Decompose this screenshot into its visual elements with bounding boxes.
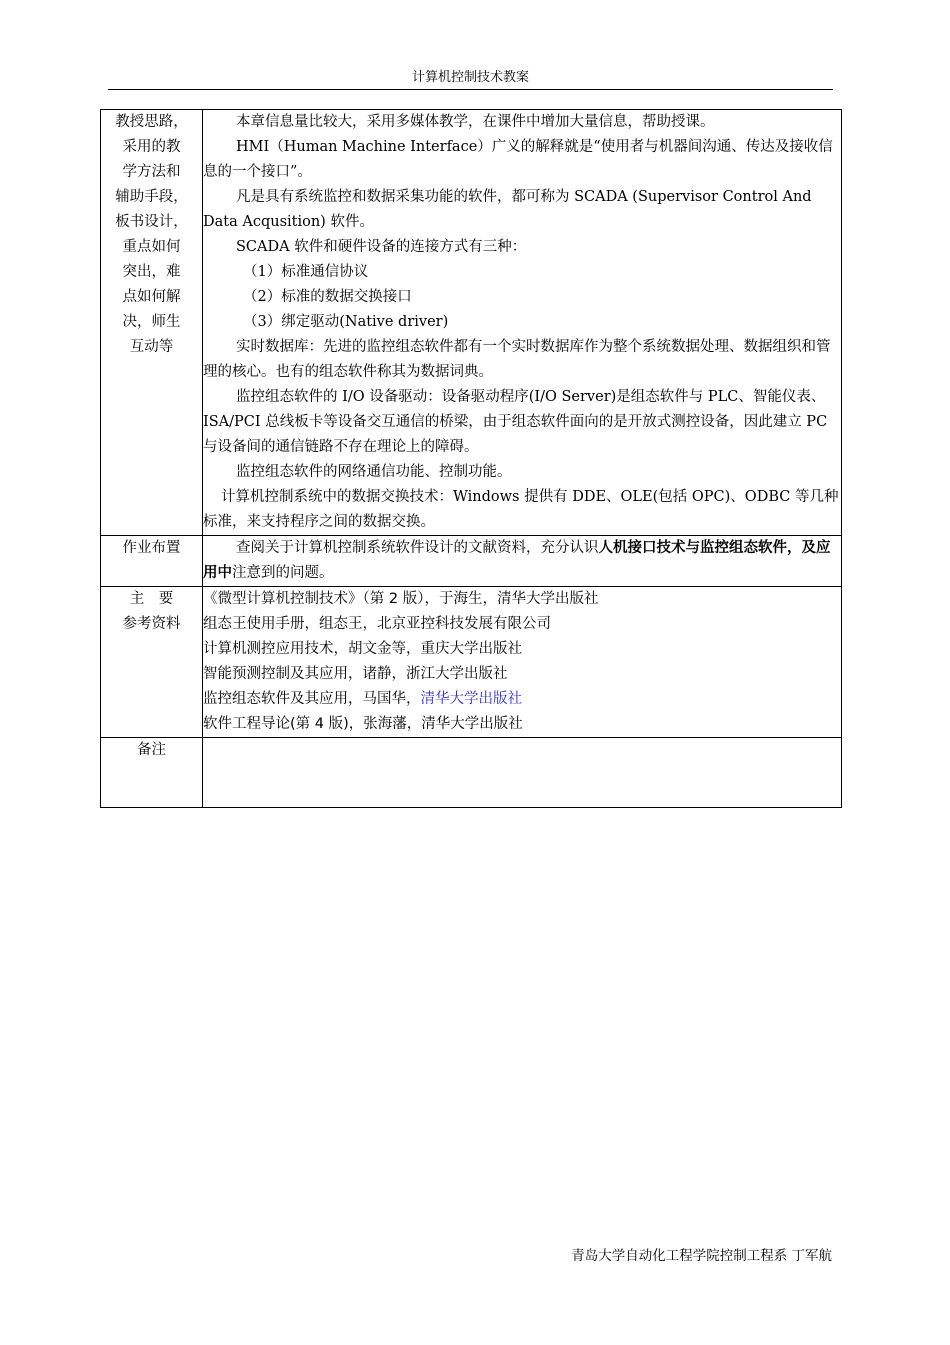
thinking-label-line: 学方法和 [122,164,181,180]
thinking-content-cell [203,110,842,536]
reference-item: 智能预测控制及其应用，诸静，浙江大学出版社 [203,666,508,682]
header-rule [108,89,833,90]
list-item-interface: （2）标准的数据交换接口 [243,289,412,305]
thinking-label-line: 决，师生 [122,314,181,330]
remarks-label: 备注 [101,738,203,808]
table-row-homework [101,536,842,587]
thinking-label-line: 板书设计， [115,214,188,230]
table-row-thinking [101,110,842,536]
thinking-label-line: 互动等 [129,339,174,355]
homework-bold-text: 人机接口技术与监控组态软件，及应用中 [203,540,831,581]
paragraph-data-exchange: 计算机控制系统中的数据交换技术：Windows 提供有 DDE、OLE(包括 OPC)、ODBC 等几种标准，来支持程序之间的数据交换。 [203,489,839,530]
paragraph-hmi: HMI（Human Machine Interface）广义的解释就是“使用者与机器间沟通、传达及接收信息的一个接口”。 [203,139,833,180]
thinking-label-line: 教授思路， [115,114,188,130]
reference-item: 《微型计算机控制技术》（第 2 版），于海生，清华大学出版社 [203,591,599,607]
thinking-label-line: 突出，难 [122,264,181,280]
paragraph-connection: SCADA 软件和硬件设备的连接方式有三种： [236,239,527,255]
list-item-protocol: （1）标准通信协议 [243,264,369,280]
reference-item: 软件工程导论(第 4 版)，张海藩，清华大学出版社 [203,716,523,732]
homework-paragraph [203,536,841,586]
list-item-driver: （3）绑定驱动(Native driver) [243,314,449,330]
thinking-label-line: 辅助手段， [115,189,188,205]
homework-content-cell [203,536,842,587]
table-row-references [101,587,842,738]
paragraph-scada: 凡是具有系统监控和数据采集功能的软件，都可称为 SCADA (Supervisor Control And Data Acqusition) 软件。 [203,189,812,230]
reference-item: 组态王使用手册，组态王，北京亚控科技发展有限公司 [203,616,551,632]
paragraph-realtime-db: 实时数据库：先进的监控组态软件都有一个实时数据库作为整个系统数据处理、数据组织和管理的核心。也有的组态软件称其为数据词典。 [203,339,831,380]
homework-label: 作业布置 [101,536,203,587]
reference-item-text: 监控组态软件及其应用，马国华， [203,691,421,707]
paragraph-multimedia: 本章信息量比较大，采用多媒体教学，在课件中增加大量信息，帮助授课。 [236,114,715,130]
paragraph-io-driver: 监控组态软件的 I/O 设备驱动：设备驱动程序(I/O Server)是组态软件与 PLC、智能仪表、ISA/PCI 总线板卡等设备交互通信的桥梁，由于组态软件面向的是开放式测控设备，因此建立 PC 与设备间的通信链路不存在理论上的障碍。 [203,389,828,455]
paragraph-network: 监控组态软件的网络通信功能、控制功能。 [236,464,512,480]
page-footer: 青岛大学自动化工程学院控制工程系 丁军航 [571,1248,832,1264]
references-label-cell [101,587,203,738]
table-row-remarks [101,738,842,808]
lesson-plan-table [100,109,842,808]
reference-item [203,687,841,712]
page-header-title: 计算机控制技术教案 [411,70,529,85]
homework-text-end: 注意到的问题。 [232,565,334,581]
homework-text: 查阅关于计算机控制系统软件设计的文献资料，充分认识 [236,540,599,556]
references-content-cell [203,587,842,738]
remarks-content-cell [203,738,842,808]
thinking-label-line: 采用的教 [122,139,181,155]
reference-item: 计算机测控应用技术，胡文金等，重庆大学出版社 [203,641,522,657]
references-label-line: 主 要 [129,591,174,607]
thinking-label-line: 重点如何 [122,239,181,255]
thinking-label-cell [101,110,203,536]
reference-publisher-link[interactable]: 清华大学出版社 [420,691,522,707]
thinking-label-line: 点如何解 [122,289,181,305]
references-label-line: 参考资料 [122,616,181,632]
